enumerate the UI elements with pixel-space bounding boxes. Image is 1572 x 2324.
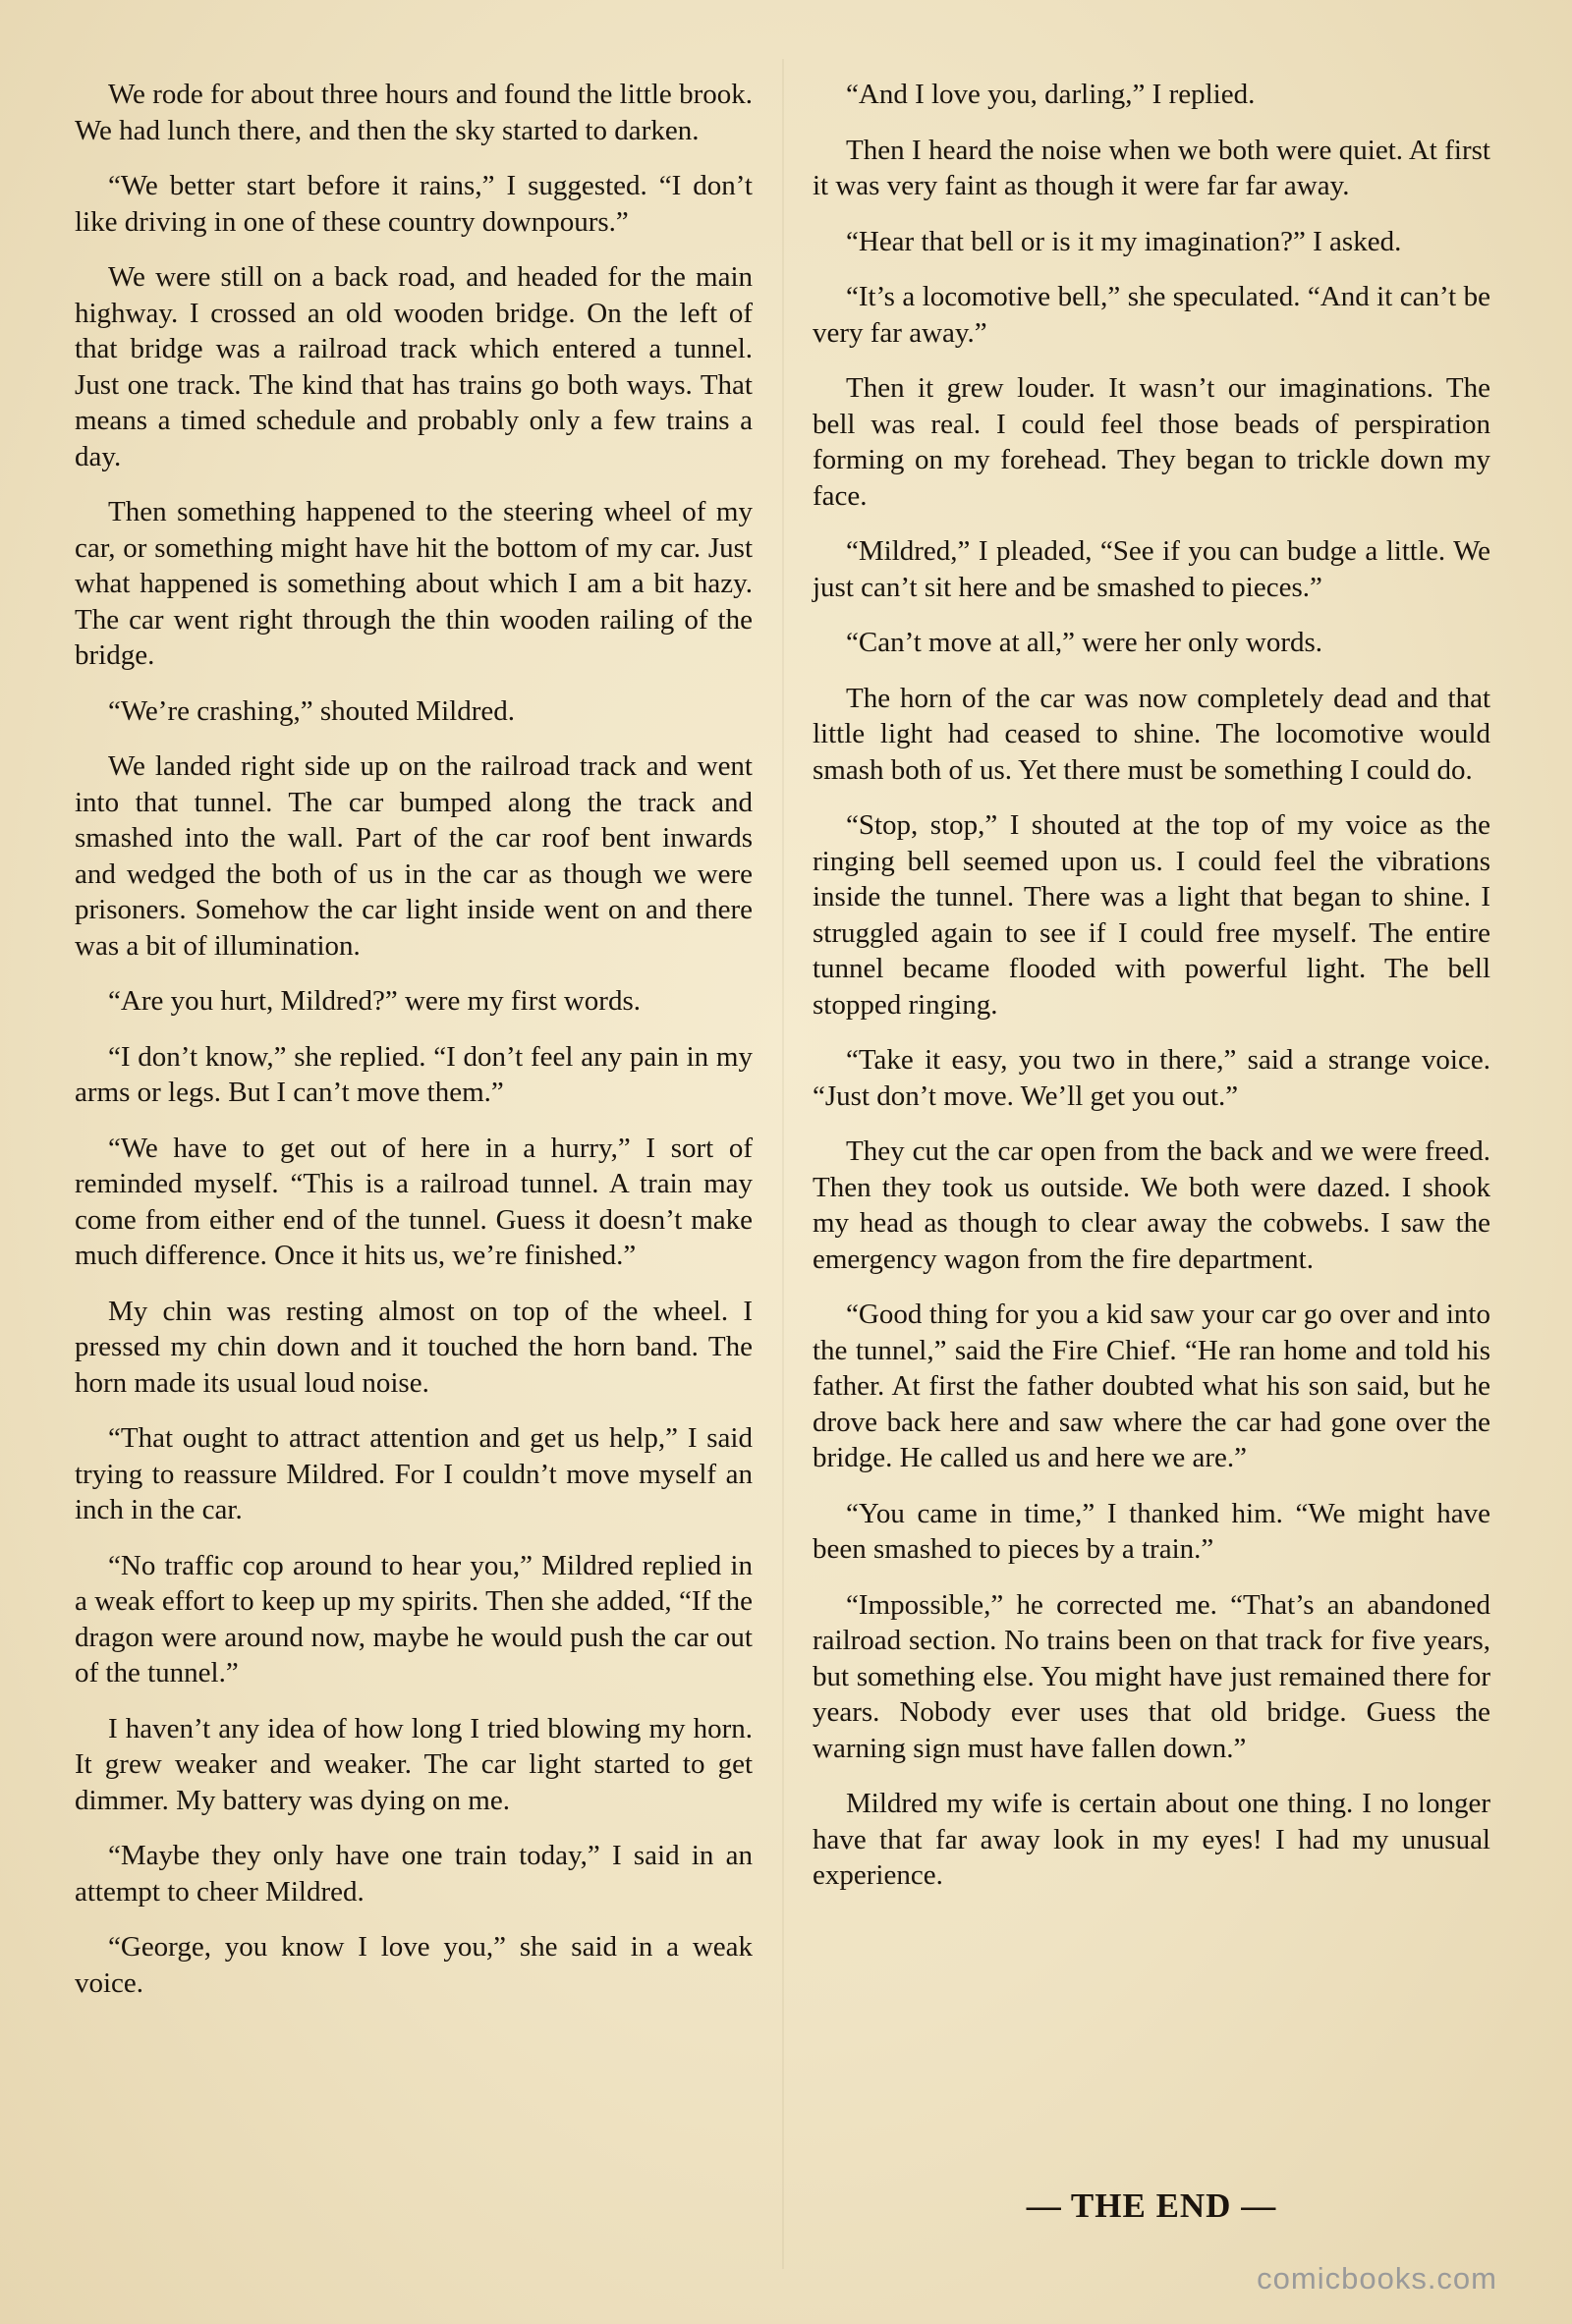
- story-paragraph: “We’re crashing,” shouted Mildred.: [108, 694, 515, 727]
- story-paragraph: We were still on a back road, and headed for the main highway. I crossed an old wooden bridge. On the left of that bridge was a railroad track which entered a tunnel. Just one track. The kind that has trains go both ways. That means a timed schedule and probably only a few trains a day.: [75, 261, 753, 472]
- story-paragraph: We rode for about three hours and found the little brook. We had lunch there, and then the sky started to darken.: [75, 79, 753, 146]
- story-paragraph: “Can’t move at all,” were her only words.: [846, 627, 1323, 658]
- story-paragraph: “Maybe they only have one train today,” I said in an attempt to cheer Mildred.: [75, 1840, 753, 1908]
- story-paragraph: I haven’t any idea of how long I tried blowing my horn. It grew weaker and weaker. The car light started to get dimmer. My battery was dying on me.: [75, 1712, 753, 1816]
- story-paragraph: “We have to get out of here in a hurry,” I sort of reminded myself. “This is a railroad tunnel. A train may come from either end of the tunnel. Guess it doesn’t make much difference. Once it hits us, we’re finished.”: [75, 1132, 753, 1271]
- right-column: [813, 77, 1490, 1913]
- story-paragraph: “Stop, stop,” I shouted at the top of my voice as the ringing bell seemed upon us. I could feel the vibrations inside the tunnel. There was a light that began to shine. I struggled again to see if I could free myself. The entire tunnel became flooded with powerful light. The bell stopped ringing.: [813, 809, 1490, 1021]
- story-paragraph: “George, you know I love you,” she said in a weak voice.: [75, 1931, 753, 1999]
- story-paragraph: “Hear that bell or is it my imagination?” I asked.: [846, 225, 1402, 257]
- left-column: [75, 77, 753, 2020]
- story-paragraph: Then I heard the noise when we both were quiet. At first it was very faint as though it were far far away.: [813, 134, 1490, 201]
- the-end-label: — THE END —: [1026, 2186, 1277, 2225]
- story-paragraph: “That ought to attract attention and get us help,” I said trying to reassure Mildred. For I couldn’t move myself an inch in the car.: [75, 1422, 753, 1525]
- story-paragraph: Then something happened to the steering wheel of my car, or something might have hit the bottom of my car. Just what happened is something about which I am a bit hazy. The car went right through the thin wooden railing of the bridge.: [75, 496, 753, 671]
- story-paragraph: “No traffic cop around to hear you,” Mildred replied in a weak effort to keep up my spirits. Then she added, “If the dragon were around now, maybe he would push the car out of the tunnel.”: [75, 1549, 753, 1688]
- story-paragraph: “I don’t know,” she replied. “I don’t feel any pain in my arms or legs. But I can’t move them.”: [75, 1040, 753, 1108]
- story-paragraph: “Mildred,” I pleaded, “See if you can budge a little. We just can’t sit here and be smashed to pieces.”: [813, 535, 1490, 603]
- story-paragraph: They cut the car open from the back and we were freed. Then they took us outside. We both were dazed. I shook my head as though to clear away the cobwebs. I saw the emergency wagon from the fire department.: [813, 1135, 1490, 1275]
- story-paragraph: “It’s a locomotive bell,” she speculated. “And it can’t be very far away.”: [813, 281, 1490, 349]
- story-paragraph: Mildred my wife is certain about one thing. I no longer have that far away look in my eyes! I had my unusual experience.: [813, 1788, 1490, 1891]
- story-paragraph: Then it grew louder. It wasn’t our imaginations. The bell was real. I could feel those beads of perspiration forming on my forehead. They began to trickle down my face.: [813, 372, 1490, 512]
- story-paragraph: “And I love you, darling,” I replied.: [846, 79, 1256, 110]
- story-paragraph: The horn of the car was now completely dead and that little light had ceased to shine. The locomotive would smash both of us. Yet there must be something I could do.: [813, 682, 1490, 786]
- story-paragraph: We landed right side up on the railroad track and went into that tunnel. The car bumped along the track and smashed into the wall. Part of the car roof bent inwards and wedged the both of us in the car as though we were prisoners. Somehow the car light inside went on and there was a bit of illumination.: [75, 750, 753, 962]
- story-paragraph: “Good thing for you a kid saw your car go over and into the tunnel,” said the Fire Chief. “He ran home and told his father. At first the father doubted what his son said, but he drove back here and saw where the car had gone over the bridge. He called us and here we are.”: [813, 1299, 1490, 1473]
- story-paragraph: My chin was resting almost on top of the wheel. I pressed my chin down and it touched the horn band. The horn made its usual loud noise.: [75, 1295, 753, 1399]
- story-paragraph: “We better start before it rains,” I suggested. “I don’t like driving in one of these country downpours.”: [75, 170, 753, 238]
- story-paragraph: “You came in time,” I thanked him. “We might have been smashed to pieces by a train.”: [813, 1497, 1490, 1565]
- column-gutter: [782, 59, 784, 2269]
- source-watermark: comicbooks.com: [1257, 2261, 1497, 2296]
- story-paragraph: “Take it easy, you two in there,” said a strange voice. “Just don’t move. We’ll get you out.”: [813, 1044, 1490, 1112]
- story-paragraph: “Are you hurt, Mildred?” were my first words.: [108, 985, 641, 1017]
- story-paragraph: “Impossible,” he corrected me. “That’s an abandoned railroad section. No trains been on that track for five years, but something else. You might have just remained there for years. Nobody ever uses that old bridge. Guess the warning sign must have fallen down.”: [813, 1588, 1490, 1764]
